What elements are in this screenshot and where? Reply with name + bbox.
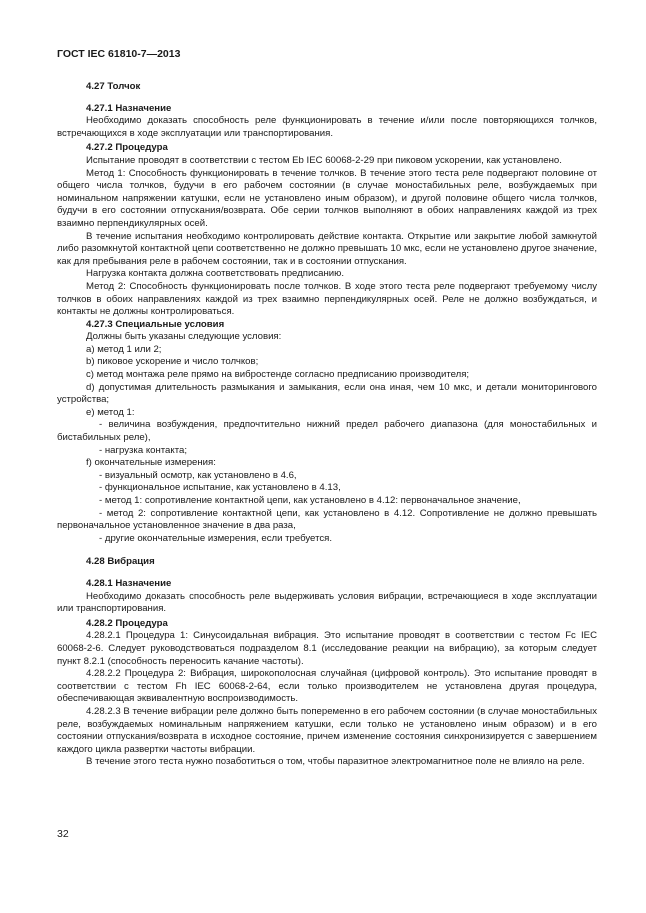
paragraph: 4.28.2.3 В течение вибрации реле должно быть попеременно в его рабочем состоянии (в случае моностабильных реле, возбуждаемых номинальным напряжением катушки, если только не установлено иным образом) и в его состоянии отпускания/возврата в исходное состояние, причем изменение состояния синхронизируется с завершением каждого цикла развертки частоты вибрации. [57,705,597,755]
paragraph: Нагрузка контакта должна соответствовать предписанию. [86,268,344,280]
paragraph: 4.28.2.1 Процедура 1: Синусоидальная вибрация. Это испытание проводят в соответствии с тестом Fc IEC 60068-2-6. Следует руководствоваться подразделом 8.1 (исследование реакции на вибрацию), за которым следует пункт 8.2.1 (способность переносить качание частоты). [57,630,597,667]
section-4-27-1-text: Необходимо доказать способность реле функционировать в течение и/или после повторяющихся толчков, встречающихся в ходе эксплуатации или транспортирования. [57,115,597,139]
list-item: e) метод 1: [86,406,135,418]
paragraph: В течение этого теста нужно позаботиться о том, чтобы паразитное электромагнитное поле не влияло на реле. [86,756,585,768]
list-item: b) пиковое ускорение и число толчков; [86,356,259,368]
page-number: 32 [57,828,69,840]
paragraph: Испытание проводят в соответствии с тестом Eb IEC 60068-2-29 при пиковом ускорении, как установлено. [86,154,562,166]
list-item: d) допустимая длительность размыкания и замыкания, если она иная, чем 10 мкс, и детали мониторингового устройства; [57,381,597,406]
list-subitem: - другие окончательные измерения, если требуется. [99,532,333,544]
list-intro: Должны быть указаны следующие условия: [86,331,282,343]
list-subitem: - метод 2: сопротивление контактной цепи, как установлено в 4.12. Сопротивление не должно превышать первоначальное установленное значение в два раза, [57,507,597,532]
section-4-27-1-title: 4.27.1 Назначение [86,102,172,114]
section-4-28-1-title: 4.28.1 Назначение [86,577,172,589]
list-item: a) метод 1 или 2; [86,343,162,355]
list-item: c) метод монтажа реле прямо на вибростенде согласно предписанию производителя; [86,369,470,381]
section-4-27-3-title: 4.27.3 Специальные условия [86,318,225,330]
list-item: f) окончательные измерения: [86,457,216,469]
document-id-header: ГОСТ IEC 61810-7—2013 [57,48,181,60]
paragraph: 4.28.2.2 Процедура 2: Вибрация, широкополосная случайная (цифровой контроль). Это испытание проводят в соответствии с тестом Fh IEC 60068-2-64, если только производителем не установлена другая процедура, обеспечивающая эквивалентную воспроизводимость. [57,668,597,705]
section-4-28-2-title: 4.28.2 Процедура [86,617,168,629]
list-subitem: - нагрузка контакта; [99,444,187,456]
list-subitem: - функциональное испытание, как установлено в 4.13, [99,482,341,494]
paragraph: Метод 1: Способность функционировать в течение толчков. В течение этого теста реле подвергают половине от общего числа толчков, будучи в его рабочем состоянии (в случае моностабильных реле, возбуждаемых при номинальном напряжении катушки, если не установлено иным образом), и другой половине общего числа толчков, будучи в его состоянии отпускания/возврата. Обе серии толчков выполняют в обоих направлениях каждой из трех взаимно перпендикулярных осей. [57,167,597,229]
list-subitem: - метод 1: сопротивление контактной цепи, как установлено в 4.12: первоначальное значение, [99,495,521,506]
paragraph: В течение испытания необходимо контролировать действие контакта. Открытие или закрытие любой замкнутой либо разомкнутой контактной цепи соответственно не должно превышать 10 мкс, если не установлено другое значение, как для пребывания реле в рабочем состоянии, так и в состоянии отпускания. [57,230,597,267]
section-4-28-title: 4.28 Вибрация [86,556,155,568]
list-subitem: - визуальный осмотр, как установлено в 4.6, [99,469,297,481]
section-4-27-2-title: 4.27.2 Процедура [86,142,168,154]
paragraph: Метод 2: Способность функционировать после толчков. В ходе этого теста реле подвергают требуемому числу толчков в обоих направлениях каждой из трех взаимно перпендикулярных осей. Реле не должно возбуждаться, и контакты не должны контролироваться. [57,280,597,318]
section-4-28-1-text: Необходимо доказать способность реле выдерживать условия вибрации, встречающиеся в ходе эксплуатации или транспортирования. [57,590,597,615]
list-subitem: - величина возбуждения, предпочтительно нижний предел рабочего диапазона (для моностабильных и бистабильных реле), [57,419,597,444]
section-4-27-title: 4.27 Толчок [86,81,141,92]
document-page [57,48,597,769]
